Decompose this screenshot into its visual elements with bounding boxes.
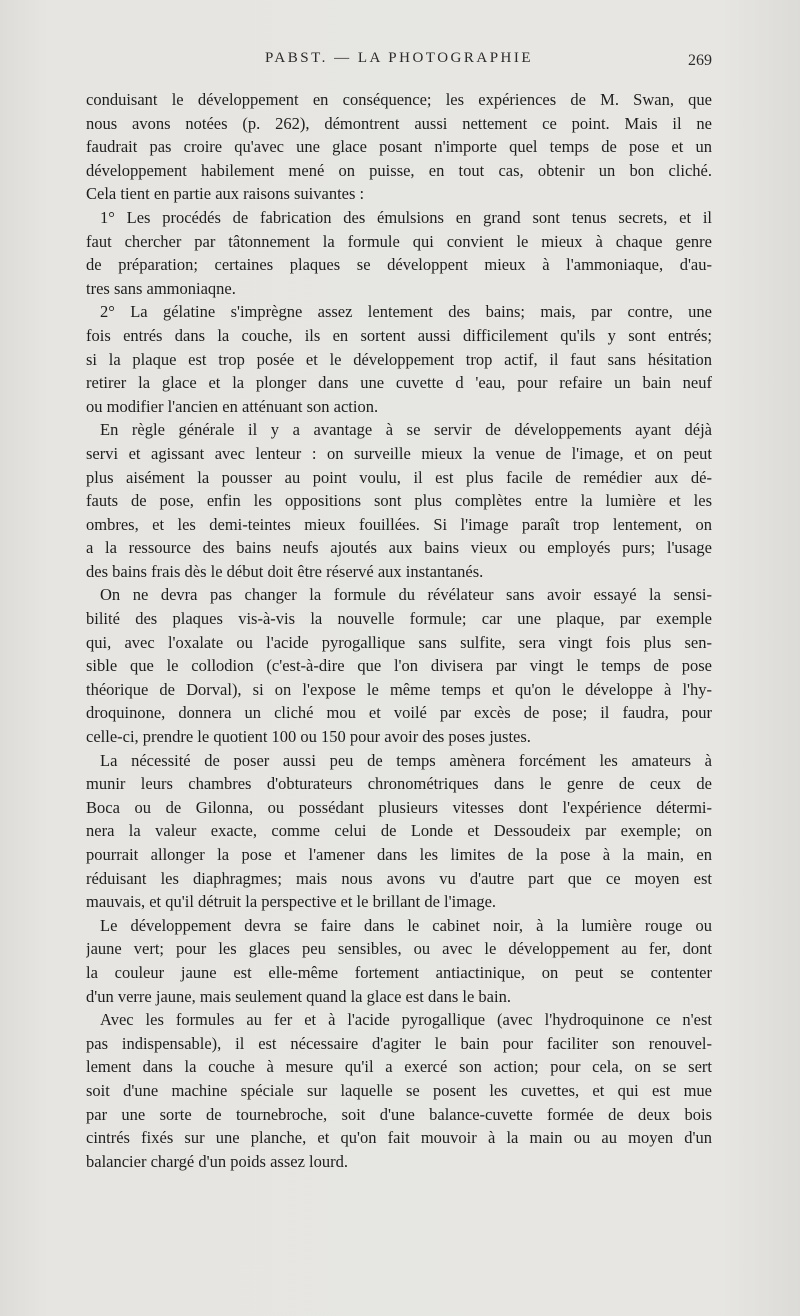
paragraph <box>86 418 712 583</box>
text-line: Boca ou de Gilonna, ou possédant plusieurs vitesses dont l'expérience détermi- <box>86 797 712 817</box>
text-line: On ne devra pas changer la formule du révélateur sans avoir essayé la sensi- <box>100 585 712 605</box>
text-line: pourrait allonger la pose et l'amener dans les limites de la pose à la main, en <box>86 845 712 864</box>
text-line: droquinone, donnera un cliché mou et voilé par excès de pose; il faudra, pour <box>86 703 712 723</box>
text-line: celle-ci, prendre le quotient 100 ou 150 pour avoir des poses justes. <box>86 727 531 747</box>
text-line: théorique de Dorval), si on l'expose le même temps et qu'on le développe à l'hy- <box>86 679 712 699</box>
page-header <box>86 50 712 74</box>
text-line: munir leurs chambres d'obturateurs chronométriques dans le genre de ceux de <box>86 774 712 794</box>
paragraph <box>86 749 712 914</box>
text-line: qui, avec l'oxalate ou l'acide pyrogallique sans sulfite, sera vingt fois plus sen- <box>86 632 712 652</box>
text-line: servi et agissant avec lenteur : on surveille mieux la venue de l'image, et on peut <box>86 443 712 463</box>
text-line: En règle générale il y a avantage à se servir de développements ayant déjà <box>100 420 712 440</box>
text-line: sible que le collodion (c'est-à-dire que l'on divisera par vingt le temps de pose <box>86 656 712 676</box>
running-head: PABST. — LA PHOTOGRAPHIE <box>264 50 534 66</box>
text-line: Avec les formules au fer et à l'acide pyrogallique (avec l'hydroquinone ce n'est <box>100 1010 712 1030</box>
paragraph <box>86 583 712 748</box>
text-line: d'un verre jaune, mais seulement quand la glace est dans le bain. <box>86 986 511 1006</box>
text-line: Le développement devra se faire dans le cabinet noir, à la lumière rouge ou <box>100 915 712 935</box>
text-line: ou modifier l'ancien en atténuant son action. <box>86 396 379 416</box>
text-line: fois entrés dans la couche, ils en sortent aussi difficilement qu'ils y sont entrés; <box>86 325 712 345</box>
text-line: des bains frais dès le début doit être réservé aux instantanés. <box>86 561 484 581</box>
paragraph <box>86 206 712 300</box>
text-line: développement habilement mené on puisse, en tout cas, obtenir un bon cliché. <box>86 160 712 180</box>
text-line: Cela tient en partie aux raisons suivantes : <box>86 184 365 204</box>
text-line: nera la valeur exacte, comme celui de Londe et Dessoudeix par exemple; on <box>86 821 712 841</box>
text-line: jaune vert; pour les glaces peu sensibles, ou avec le développement au fer, dont <box>86 939 712 959</box>
paragraph <box>86 300 712 418</box>
text-line: cintrés fixés sur une planche, et qu'on fait mouvoir à la main ou au moyen d'un <box>86 1128 712 1148</box>
paragraph <box>86 914 712 1008</box>
text-line: faut chercher par tâtonnement la formule qui convient le mieux à chaque genre <box>86 231 712 251</box>
text-line: par une sorte de tournebroche, soit d'une balance-cuvette formée de deux bois <box>86 1104 712 1124</box>
text-line: fauts de pose, enfin les oppositions sont plus complètes entre la lumière et les <box>86 491 712 511</box>
text-line: conduisant le développement en conséquence; les expériences de M. Swan, que <box>86 90 712 109</box>
text-line: de préparation; certaines plaques se développent mieux à l'ammoniaque, d'au- <box>86 255 712 275</box>
body-text <box>86 88 712 1173</box>
text-line: pas indispensable), il est nécessaire d'agiter le bain pour faciliter son renouvel- <box>86 1033 712 1053</box>
text-line: La nécessité de poser aussi peu de temps amènera forcément les amateurs à <box>100 750 712 770</box>
text-line: tres sans ammoniaqne. <box>86 278 236 298</box>
text-line: ombres, et les demi-teintes mieux fouillées. Si l'image paraît trop lentement, on <box>86 514 712 534</box>
text-line: réduisant les diaphragmes; mais nous avons vu d'autre part que ce moyen est <box>86 868 712 888</box>
page-number: 269 <box>688 52 712 69</box>
text-line: nous avons notées (p. 262), démontrent aussi nettement ce point. Mais il ne <box>86 113 712 133</box>
text-line: faudrait pas croire qu'avec une glace posant n'importe quel temps de pose et un <box>86 137 712 157</box>
text-line: mauvais, et qu'il détruit la perspective et le brillant de l'image. <box>86 892 497 912</box>
text-line: si la plaque est trop posée et le développement trop actif, il faut sans hésitation <box>86 349 712 369</box>
text-line: 1° Les procédés de fabrication des émulsions en grand sont tenus secrets, et il <box>100 207 712 227</box>
paragraph <box>86 1008 712 1173</box>
text-line: retirer la glace et la plonger dans une cuvette d 'eau, pour refaire un bain neuf <box>86 373 712 393</box>
text-line: a la ressource des bains neufs ajoutés aux bains vieux ou employés purs; l'usage <box>86 538 712 558</box>
text-line: plus aisément la pousser au point voulu, il est plus facile de remédier aux dé- <box>86 467 712 487</box>
paragraph <box>86 88 712 206</box>
text-line: soit d'une machine spéciale sur laquelle se posent les cuvettes, et qui est mue <box>86 1080 712 1100</box>
text-line: balancier chargé d'un poids assez lourd. <box>86 1151 348 1171</box>
text-line: la couleur jaune est elle-même fortement antiactinique, on peut se contenter <box>86 962 712 982</box>
text-line: bilité des plaques vis-à-vis la nouvelle formule; car une plaque, par exemple <box>86 609 712 629</box>
text-line: lement dans la couche à mesure qu'il a exercé son action; pour cela, on se sert <box>86 1057 712 1077</box>
text-line: 2° La gélatine s'imprègne assez lentement des bains; mais, par contre, une <box>100 302 712 322</box>
